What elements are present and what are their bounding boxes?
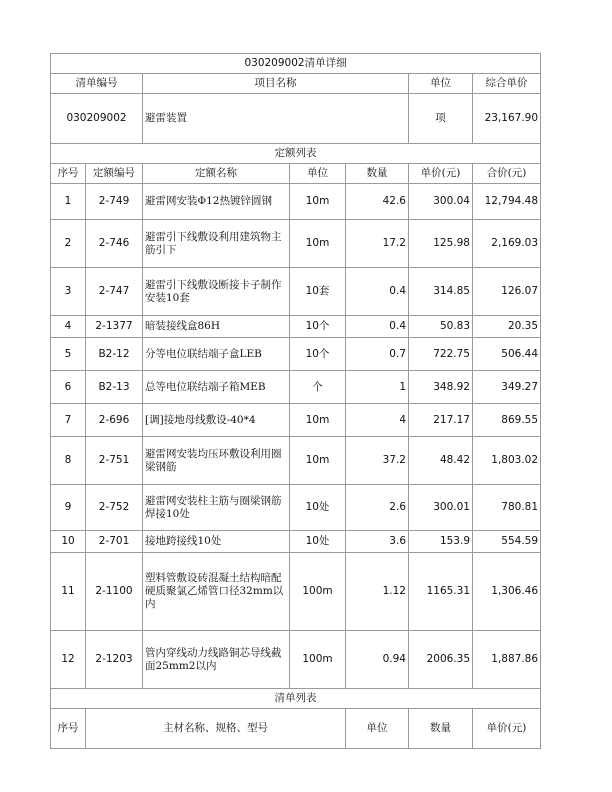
- quota-total-header: 合价(元): [473, 164, 541, 184]
- quota-seq: 4: [51, 316, 86, 338]
- quota-seq: 6: [51, 371, 86, 404]
- quota-row: [51, 371, 541, 404]
- quota-name: 塑料管敷设砖混凝土结构暗配硬质聚氯乙烯管口径32mm以内: [143, 553, 290, 631]
- table-title: 030209002清单详细: [51, 54, 541, 74]
- quota-row: [51, 316, 541, 338]
- quota-name: 总等电位联结端子箱MEB: [143, 371, 290, 404]
- list-unit: 项: [409, 94, 473, 144]
- quota-row: [51, 220, 541, 268]
- quota-seq: 10: [51, 531, 86, 553]
- quota-row: [51, 631, 541, 689]
- quota-qty: 3.6: [346, 531, 409, 553]
- quota-total: 349.27: [473, 371, 541, 404]
- quota-unit: 10m: [290, 184, 346, 220]
- quota-seq-header: 序号: [51, 164, 86, 184]
- quota-seq: 9: [51, 485, 86, 531]
- quota-seq: 5: [51, 338, 86, 371]
- quota-total: 780.81: [473, 485, 541, 531]
- quota-seq: 1: [51, 184, 86, 220]
- quota-code: 2-751: [86, 437, 143, 485]
- quota-unit: 100m: [290, 631, 346, 689]
- quota-row: [51, 553, 541, 631]
- quota-price-header: 单价(元): [409, 164, 473, 184]
- quota-code: 2-1377: [86, 316, 143, 338]
- quota-code: B2-13: [86, 371, 143, 404]
- quota-total: 1,306.46: [473, 553, 541, 631]
- quota-row: [51, 531, 541, 553]
- quota-qty: 0.4: [346, 316, 409, 338]
- quota-unit-header: 单位: [290, 164, 346, 184]
- quota-price: 50.83: [409, 316, 473, 338]
- quota-seq: 7: [51, 404, 86, 437]
- quota-name: 避雷网安装柱主筋与圈梁钢筋焊接10处: [143, 485, 290, 531]
- quota-total: 1,887.86: [473, 631, 541, 689]
- quota-code-header: 定额编号: [86, 164, 143, 184]
- quota-code: 2-749: [86, 184, 143, 220]
- quota-name: 避雷网安装Φ12热镀锌圆钢: [143, 184, 290, 220]
- quota-price: 1165.31: [409, 553, 473, 631]
- quota-code: 2-701: [86, 531, 143, 553]
- quota-seq: 11: [51, 553, 86, 631]
- material-name-header: 主材名称、规格、型号: [86, 709, 346, 749]
- quota-qty: 2.6: [346, 485, 409, 531]
- material-section-title: 清单列表: [51, 689, 541, 709]
- quota-seq: 3: [51, 268, 86, 316]
- quota-total: 20.35: [473, 316, 541, 338]
- quota-price: 348.92: [409, 371, 473, 404]
- quota-code: 2-747: [86, 268, 143, 316]
- quota-seq: 12: [51, 631, 86, 689]
- quota-qty: 37.2: [346, 437, 409, 485]
- quota-unit: 个: [290, 371, 346, 404]
- quota-unit: 10m: [290, 404, 346, 437]
- quota-name: 避雷引下线敷设利用建筑物主筋引下: [143, 220, 290, 268]
- list-name: 避雷装置: [143, 94, 409, 144]
- quota-code: B2-12: [86, 338, 143, 371]
- quota-qty: 0.4: [346, 268, 409, 316]
- bill-detail-table: [50, 53, 541, 749]
- quota-unit: 100m: [290, 553, 346, 631]
- quota-price: 722.75: [409, 338, 473, 371]
- quota-code: 2-1100: [86, 553, 143, 631]
- quota-row: [51, 404, 541, 437]
- quota-row: [51, 268, 541, 316]
- quota-row: [51, 338, 541, 371]
- quota-total: 126.07: [473, 268, 541, 316]
- list-code-header: 清单编号: [51, 74, 143, 94]
- quota-code: 2-752: [86, 485, 143, 531]
- quota-qty: 0.94: [346, 631, 409, 689]
- quota-total: 554.59: [473, 531, 541, 553]
- quota-unit: 10个: [290, 338, 346, 371]
- list-unit-price: 23,167.90: [473, 94, 541, 144]
- quota-code: 2-746: [86, 220, 143, 268]
- quota-total: 869.55: [473, 404, 541, 437]
- quota-price: 217.17: [409, 404, 473, 437]
- quota-unit: 10处: [290, 531, 346, 553]
- quota-price: 48.42: [409, 437, 473, 485]
- quota-unit: 10m: [290, 437, 346, 485]
- quota-seq: 8: [51, 437, 86, 485]
- quota-row: [51, 485, 541, 531]
- quota-row: [51, 184, 541, 220]
- quota-qty: 42.6: [346, 184, 409, 220]
- quota-qty: 4: [346, 404, 409, 437]
- quota-code: 2-696: [86, 404, 143, 437]
- quota-name: 避雷网安装均压环敷设利用圈梁钢筋: [143, 437, 290, 485]
- quota-name: [调]接地母线敷设-40*4: [143, 404, 290, 437]
- quota-unit: 10处: [290, 485, 346, 531]
- material-unit-header: 单位: [346, 709, 409, 749]
- list-unit-header: 单位: [409, 74, 473, 94]
- quota-seq: 2: [51, 220, 86, 268]
- list-code: 030209002: [51, 94, 143, 144]
- quota-total: 506.44: [473, 338, 541, 371]
- material-seq-header: 序号: [51, 709, 86, 749]
- quota-name: 接地跨接线10处: [143, 531, 290, 553]
- quota-price: 314.85: [409, 268, 473, 316]
- quota-qty: 1: [346, 371, 409, 404]
- quota-name: 分等电位联结端子盒LEB: [143, 338, 290, 371]
- quota-name: 避雷引下线敷设断接卡子制作安装10套: [143, 268, 290, 316]
- quota-unit: 10个: [290, 316, 346, 338]
- quota-row: [51, 437, 541, 485]
- quota-name: 暗装接线盒86H: [143, 316, 290, 338]
- quota-price: 153.9: [409, 531, 473, 553]
- quota-qty: 1.12: [346, 553, 409, 631]
- quota-qty: 0.7: [346, 338, 409, 371]
- material-qty-header: 数量: [409, 709, 473, 749]
- quota-unit: 10m: [290, 220, 346, 268]
- quota-price: 300.04: [409, 184, 473, 220]
- quota-code: 2-1203: [86, 631, 143, 689]
- list-unit-price-header: 综合单价: [473, 74, 541, 94]
- quota-price: 300.01: [409, 485, 473, 531]
- quota-price: 125.98: [409, 220, 473, 268]
- quota-total: 12,794.48: [473, 184, 541, 220]
- quota-qty-header: 数量: [346, 164, 409, 184]
- quota-section-title: 定额列表: [51, 144, 541, 164]
- material-price-header: 单价(元): [473, 709, 541, 749]
- quota-total: 1,803.02: [473, 437, 541, 485]
- quota-name: 管内穿线动力线路铜芯导线截面25mm2以内: [143, 631, 290, 689]
- quota-total: 2,169.03: [473, 220, 541, 268]
- quota-qty: 17.2: [346, 220, 409, 268]
- list-name-header: 项目名称: [143, 74, 409, 94]
- quota-name-header: 定额名称: [143, 164, 290, 184]
- quota-price: 2006.35: [409, 631, 473, 689]
- quota-unit: 10套: [290, 268, 346, 316]
